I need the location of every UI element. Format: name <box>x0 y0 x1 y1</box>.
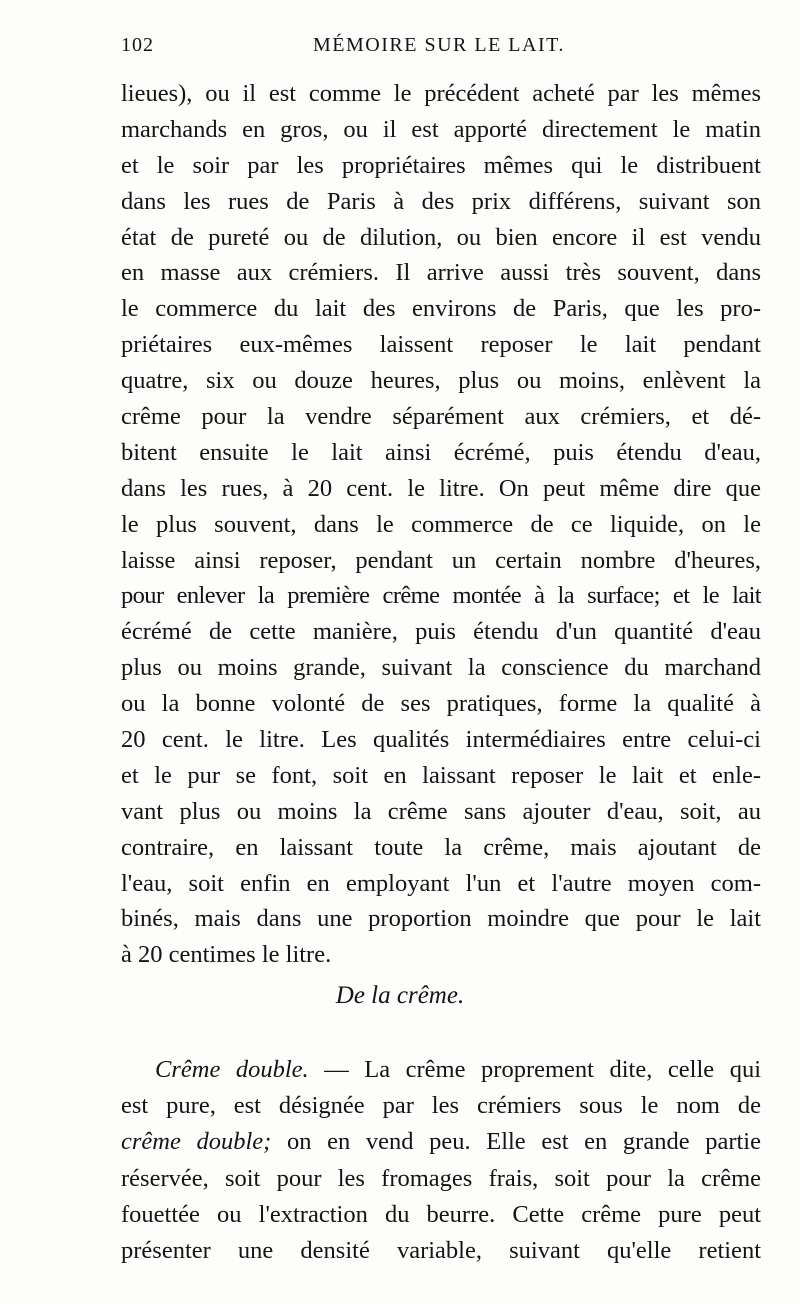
text-line: marchands en gros, ou il est apporté directement le matin <box>121 115 761 143</box>
text-line: le plus souvent, dans le commerce de ce liquide, on le <box>121 510 761 538</box>
text-line: binés, mais dans une proportion moindre que pour le lait <box>121 905 761 933</box>
text-line: priétaires eux-mêmes laissent reposer le lait pendant <box>121 331 761 359</box>
text-line: laisse ainsi reposer, pendant un certain nombre d'heures, <box>121 546 761 574</box>
text-line: dans les rues de Paris à des prix différens, suivant son <box>121 187 761 215</box>
text-line: en masse aux crémiers. Il arrive aussi très souvent, dans <box>121 259 761 287</box>
text-line: l'eau, soit enfin en employant l'un et l'autre moyen com- <box>121 869 761 897</box>
page-header <box>121 34 761 64</box>
text-line <box>121 1052 761 1088</box>
text-line: et le pur se font, soit en laissant reposer le lait et enle- <box>121 761 761 789</box>
text-line: à 20 centimes le litre. <box>121 941 332 969</box>
text-line: 20 cent. le litre. Les qualités intermédiaires entre celui-ci <box>121 726 761 754</box>
term-creme-double-inline: crême double; <box>121 1128 272 1156</box>
text-line: plus ou moins grande, suivant la conscience du marchand <box>121 654 761 682</box>
page-number: 102 <box>121 34 154 56</box>
running-title: MÉMOIRE SUR LE LAIT. <box>313 34 565 56</box>
text-line: contraire, en laissant toute la crême, mais ajoutant de <box>121 833 761 861</box>
text-line: quatre, six ou douze heures, plus ou moins, enlèvent la <box>121 367 761 395</box>
text-line <box>121 1124 761 1160</box>
text-line: réservée, soit pour les fromages frais, soit pour la crême <box>121 1164 761 1192</box>
text-line: état de pureté ou de dilution, ou bien encore il est vendu <box>121 223 761 251</box>
text-line: fouettée ou l'extraction du beurre. Cette crême pure peut <box>121 1200 761 1228</box>
text-line: ou la bonne volonté de ses pratiques, forme la qualité à <box>121 690 761 718</box>
section-heading: De la crême. <box>335 982 465 1009</box>
paragraph-1 <box>121 76 761 973</box>
text-line: est pure, est désignée par les crémiers sous le nom de <box>121 1092 761 1120</box>
text-line: pour enlever la première crême montée à la surface; et le lait <box>121 582 761 610</box>
text-line: bitent ensuite le lait ainsi écrémé, puis étendu d'eau, <box>121 438 761 466</box>
text-line: lieues), ou il est comme le précédent acheté par les mêmes <box>121 80 761 107</box>
term-creme-double: Crême double. <box>155 1056 309 1083</box>
text-line: écrémé de cette manière, puis étendu d'un quantité d'eau <box>121 618 761 646</box>
text-line: crême pour la vendre séparément aux crémiers, et dé- <box>121 403 761 431</box>
text-line: dans les rues, à 20 cent. le litre. On peut même dire que <box>121 474 761 502</box>
text-run: on en vend peu. Elle est en grande partie <box>271 1128 761 1156</box>
text-line: et le soir par les propriétaires mêmes qui le distribuent <box>121 151 761 179</box>
text-line: présenter une densité variable, suivant qu'elle retient <box>121 1236 761 1264</box>
text-line: le commerce du lait des environs de Paris, que les pro- <box>121 295 761 323</box>
text-run: — La crême proprement dite, celle qui <box>308 1056 762 1083</box>
paragraph-2 <box>121 1052 761 1269</box>
text-line: vant plus ou moins la crême sans ajouter d'eau, soit, au <box>121 797 761 825</box>
